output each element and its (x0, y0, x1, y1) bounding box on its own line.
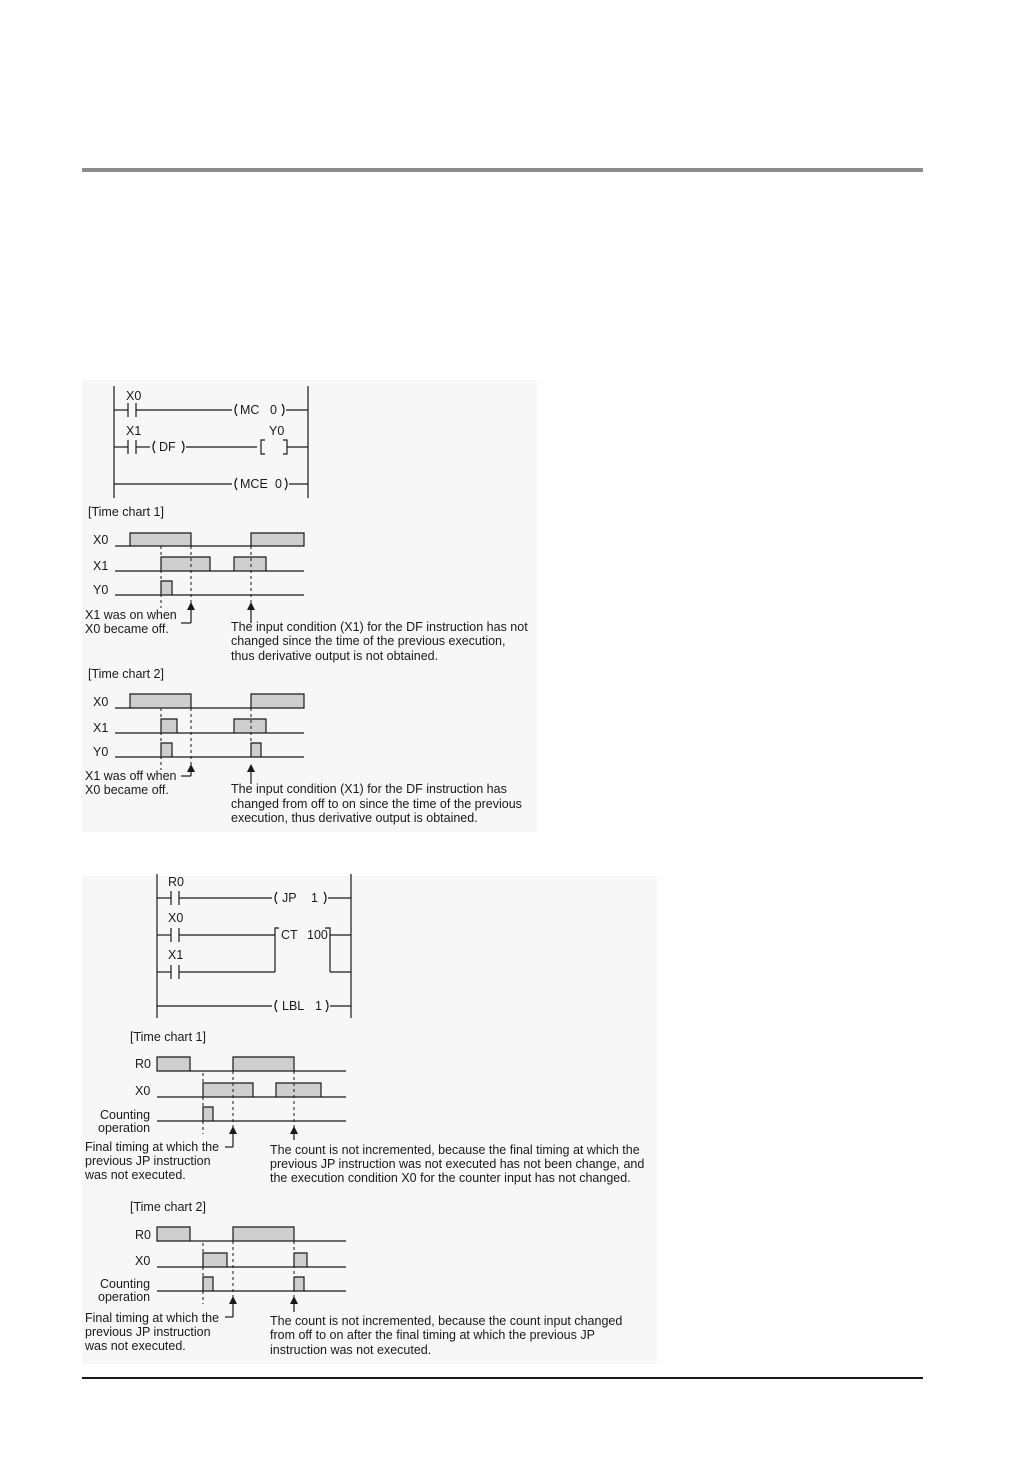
note-right-line3: thus derivative output is not obtained. (231, 649, 439, 663)
counting-label-line1: Counting (100, 1108, 151, 1122)
note-right-line3: the execution condition X0 for the counter input has not changed. (270, 1171, 631, 1185)
label-x0: X0 (126, 389, 142, 403)
signal-label-r0: R0 (135, 1057, 151, 1071)
note-right-line2: previous JP instruction was not executed has not been change, and (270, 1157, 645, 1171)
note-right-line3: instruction was not executed. (270, 1343, 432, 1357)
note-right-line2: from off to on after the final timing at which the previous JP (270, 1328, 595, 1342)
note-right-line1: The count is not incremented, because the final timing at which the (270, 1143, 640, 1157)
signal-label-x0: X0 (93, 695, 109, 709)
label-jp-no: 1 (311, 891, 318, 905)
counting-label-line2: operation (98, 1121, 151, 1135)
signal-label-y0: Y0 (93, 583, 109, 597)
signal-label-x1: X1 (93, 559, 109, 573)
note-right-line1: The count is not incremented, because the count input changed (270, 1314, 623, 1328)
note-left-line2: X0 became off. (85, 783, 169, 797)
note-right-line2: changed from off to on since the time of the previous (231, 797, 522, 811)
note-left-line2: previous JP instruction (85, 1154, 211, 1168)
label-mc-no: 0 (270, 403, 277, 417)
time-chart-title: [Time chart 1] (88, 505, 164, 519)
note-left-line1: X1 was off when (85, 769, 177, 783)
label-r0: R0 (168, 875, 184, 889)
label-x0: X0 (168, 911, 184, 925)
note-left-line3: was not executed. (85, 1339, 186, 1353)
signal-label-x1: X1 (93, 721, 109, 735)
signal-label-x0: X0 (135, 1084, 151, 1098)
label-ct: CT (281, 928, 298, 942)
label-mce: MCE (240, 477, 268, 491)
note-left-line3: was not executed. (85, 1168, 186, 1182)
signal-label-y0: Y0 (93, 745, 109, 759)
counting-label-line1: Counting (100, 1277, 151, 1291)
note-right-line1: The input condition (X1) for the DF instruction has not (231, 620, 528, 634)
signal-label-r0: R0 (135, 1228, 151, 1242)
note-right-line1: The input condition (X1) for the DF instruction has (231, 782, 507, 796)
note-left-line1: X1 was on when (85, 608, 177, 622)
label-lbl-no: 1 (315, 999, 322, 1013)
label-lbl: LBL (282, 999, 305, 1013)
label-mce-no: 0 (275, 477, 282, 491)
label-mc: MC (240, 403, 260, 417)
note-left-line2: previous JP instruction (85, 1325, 211, 1339)
signal-label-x0: X0 (135, 1254, 151, 1268)
label-jp: JP (282, 891, 297, 905)
label-x1: X1 (126, 424, 142, 438)
header-rule (82, 168, 923, 172)
figure-df-in-mc (82, 380, 542, 835)
note-left-line1: Final timing at which the (85, 1140, 220, 1154)
figure-counter-with-jp (82, 868, 662, 1368)
signal-label-x0: X0 (93, 533, 109, 547)
label-ct-no: 100 (307, 928, 328, 942)
note-left-line2: X0 became off. (85, 622, 169, 636)
time-chart-title: [Time chart 2] (130, 1200, 206, 1214)
time-chart-title: [Time chart 2] (88, 667, 164, 681)
label-y0: Y0 (269, 424, 285, 438)
time-chart-title: [Time chart 1] (130, 1030, 206, 1044)
footer-rule (82, 1377, 923, 1379)
note-right-line3: execution, thus derivative output is obtained. (231, 811, 478, 825)
label-x1: X1 (168, 948, 184, 962)
label-df: DF (159, 440, 176, 454)
note-right-line2: changed since the time of the previous execution, (231, 634, 506, 648)
note-left-line1: Final timing at which the (85, 1311, 220, 1325)
counting-label-line2: operation (98, 1290, 151, 1304)
